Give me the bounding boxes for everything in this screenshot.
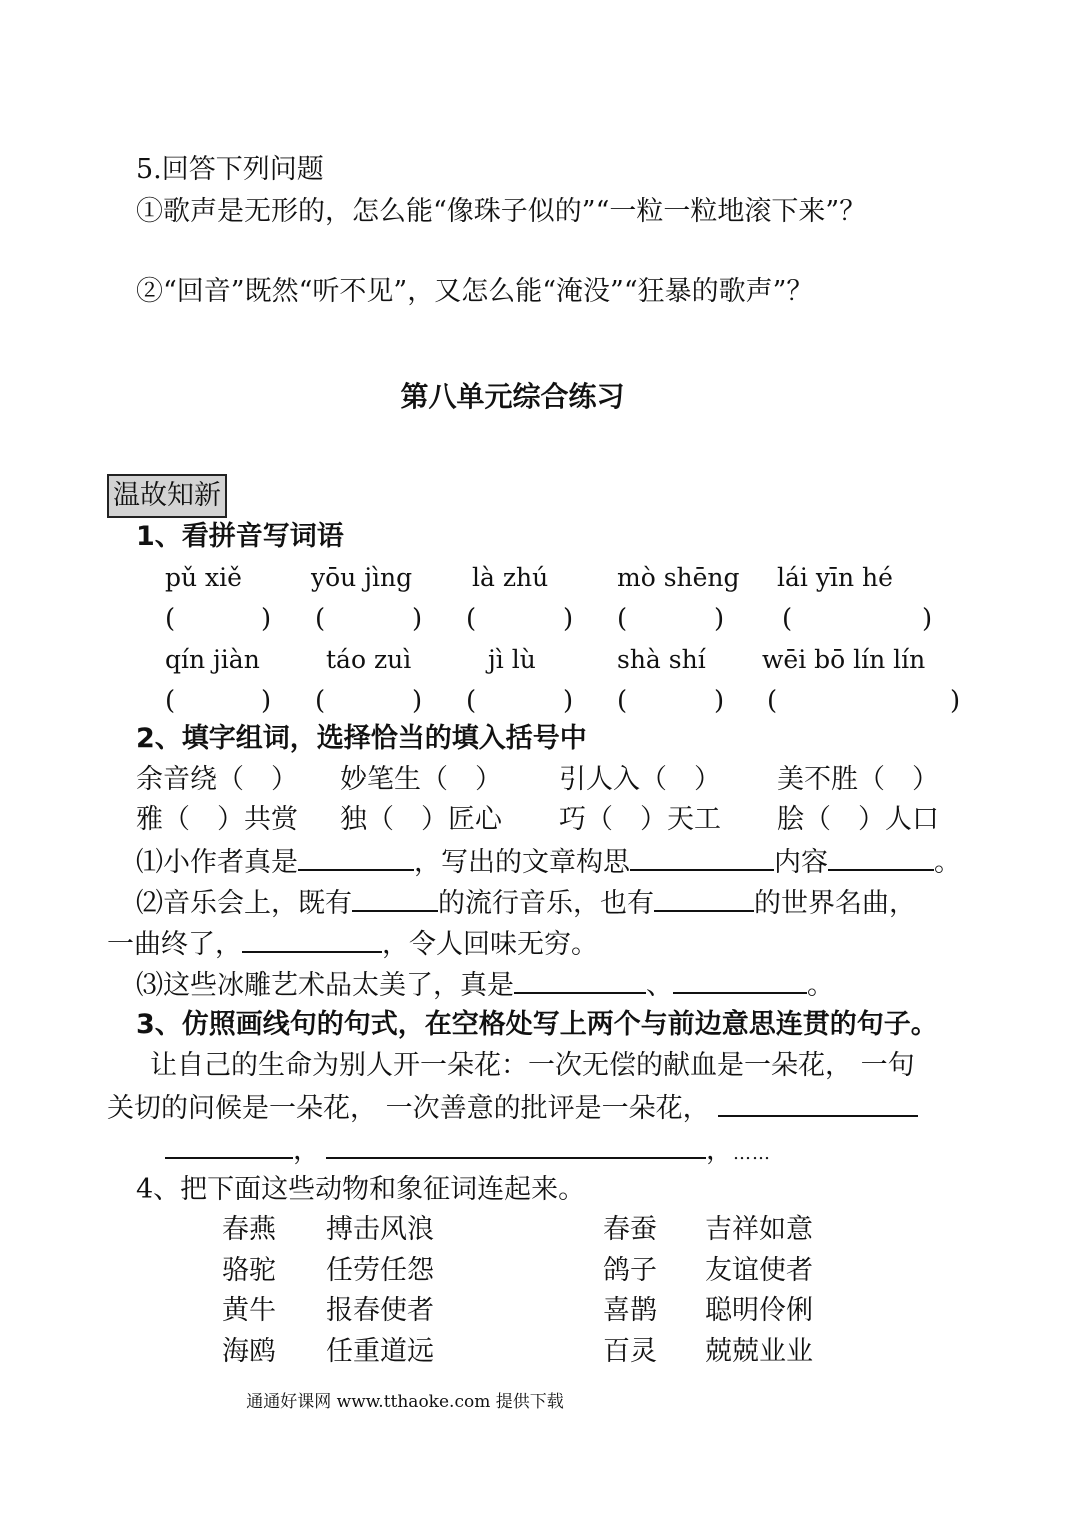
fill-sentence-1: ⑴小作者真是 ，写出的文章构思 内容 。	[136, 843, 961, 881]
animal-left[interactable]: 骆驼	[222, 1255, 276, 1286]
symbol-left[interactable]: 搏击风浪	[326, 1214, 434, 1245]
answer-blank[interactable]	[242, 925, 382, 953]
idiom-blank: 脍（ ）人口	[777, 804, 939, 835]
answer-close-paren: )	[563, 686, 574, 716]
answer-close-paren: )	[714, 686, 725, 716]
answer-close-paren: )	[261, 686, 272, 716]
section-badge: 温故知新	[107, 474, 227, 518]
answer-blank[interactable]	[514, 966, 646, 994]
pinyin-item: jì lù	[488, 645, 536, 674]
answer-open-paren: (	[617, 604, 628, 634]
pinyin-item: yōu jìng	[311, 563, 413, 592]
idiom-blank: 余音绕（ ）	[136, 764, 298, 795]
answer-blank[interactable]	[673, 966, 807, 994]
symbol-right[interactable]: 兢兢业业	[705, 1336, 813, 1367]
pinyin-item: lái yīn hé	[777, 563, 893, 592]
answer-close-paren: )	[950, 686, 961, 716]
answer-blank[interactable]	[352, 884, 438, 912]
pinyin-item: shà shí	[617, 645, 706, 674]
idiom-blank: 雅（ ）共赏	[136, 804, 298, 835]
animal-left[interactable]: 黄牛	[222, 1295, 276, 1326]
answer-blank[interactable]	[828, 843, 934, 871]
answer-open-paren: (	[165, 604, 176, 634]
symbol-left[interactable]: 报春使者	[326, 1295, 434, 1326]
part3-line-2: 关切的问候是一朵花， 一次善意的批评是一朵花，	[107, 1089, 918, 1127]
symbol-right[interactable]: 友谊使者	[705, 1255, 813, 1286]
answer-open-paren: (	[617, 686, 628, 716]
answer-blank[interactable]	[326, 1131, 706, 1159]
part4-heading: 4、把下面这些动物和象征词连起来。	[136, 1174, 586, 1205]
answer-open-paren: (	[466, 686, 477, 716]
pinyin-item: qín jiàn	[165, 645, 260, 674]
pinyin-item: pǔ xiě	[165, 563, 242, 592]
answer-open-paren: (	[767, 686, 778, 716]
fill-sentence-2-cont: 一曲终了， ，令人回味无穷。	[107, 925, 598, 963]
idiom-blank: 引人入（ ）	[559, 764, 721, 795]
symbol-right[interactable]: 聪明伶俐	[705, 1295, 813, 1326]
answer-close-paren: )	[563, 604, 574, 634]
answer-open-paren: (	[466, 604, 477, 634]
answer-open-paren: (	[315, 604, 326, 634]
animal-left[interactable]: 海鸥	[222, 1336, 276, 1367]
pinyin-item: táo zuì	[326, 645, 412, 674]
unit-title: 第八单元综合练习	[400, 380, 625, 413]
q5-heading: 5.回答下列问题	[136, 154, 324, 185]
idiom-blank: 妙笔生（ ）	[340, 764, 502, 795]
answer-blank[interactable]	[654, 884, 754, 912]
part1-heading: 1、看拼音写词语	[136, 521, 344, 552]
idiom-blank: 巧（ ）天工	[559, 804, 721, 835]
q5-question-2: ②“回音”既然“听不见”，又怎么能“淹没”“狂暴的歌声”？	[136, 276, 814, 307]
answer-close-paren: )	[922, 604, 933, 634]
idiom-blank: 独（ ）匠心	[340, 804, 502, 835]
answer-blank[interactable]	[298, 843, 414, 871]
answer-close-paren: )	[412, 604, 423, 634]
answer-blank[interactable]	[165, 1131, 293, 1159]
answer-open-paren: (	[782, 604, 793, 634]
part3-heading: 3、仿照画线句的句式，在空格处写上两个与前边意思连贯的句子。	[136, 1009, 938, 1040]
animal-right[interactable]: 百灵	[603, 1336, 657, 1367]
pinyin-item: mò shēng	[617, 563, 740, 592]
symbol-left[interactable]: 任劳任怨	[326, 1255, 434, 1286]
part2-heading: 2、填字组词，选择恰当的填入括号中	[136, 723, 587, 754]
answer-blank[interactable]	[718, 1089, 918, 1117]
fill-sentence-2: ⑵音乐会上，既有 的流行音乐，也有 的世界名曲，	[136, 884, 916, 922]
part3-line-3: ， ，……	[165, 1131, 771, 1172]
ellipsis: ……	[733, 1143, 771, 1164]
q5-question-1: ①歌声是无形的，怎么能“像珠子似的”“一粒一粒地滚下来”？	[136, 196, 867, 227]
animal-right[interactable]: 喜鹊	[603, 1295, 657, 1326]
answer-open-paren: (	[165, 686, 176, 716]
symbol-right[interactable]: 吉祥如意	[705, 1214, 813, 1245]
pinyin-item: wēi bō lín lín	[762, 645, 926, 674]
fill-sentence-3: ⑶这些冰雕艺术品太美了，真是 、 。	[136, 966, 834, 1004]
idiom-blank: 美不胜（ ）	[777, 764, 939, 795]
pinyin-item: là zhú	[472, 563, 549, 592]
part3-line-1: 让自己的生命为别人开一朵花：一次无偿的献血是一朵花， 一句	[150, 1050, 915, 1081]
animal-left[interactable]: 春燕	[222, 1214, 276, 1245]
animal-right[interactable]: 春蚕	[603, 1214, 657, 1245]
answer-close-paren: )	[412, 686, 423, 716]
answer-blank[interactable]	[630, 843, 774, 871]
answer-close-paren: )	[261, 604, 272, 634]
page-footer: 通通好课网 www.tthaoke.com 提供下载	[246, 1392, 564, 1412]
answer-open-paren: (	[315, 686, 326, 716]
animal-right[interactable]: 鸽子	[603, 1255, 657, 1286]
symbol-left[interactable]: 任重道远	[326, 1336, 434, 1367]
answer-close-paren: )	[714, 604, 725, 634]
